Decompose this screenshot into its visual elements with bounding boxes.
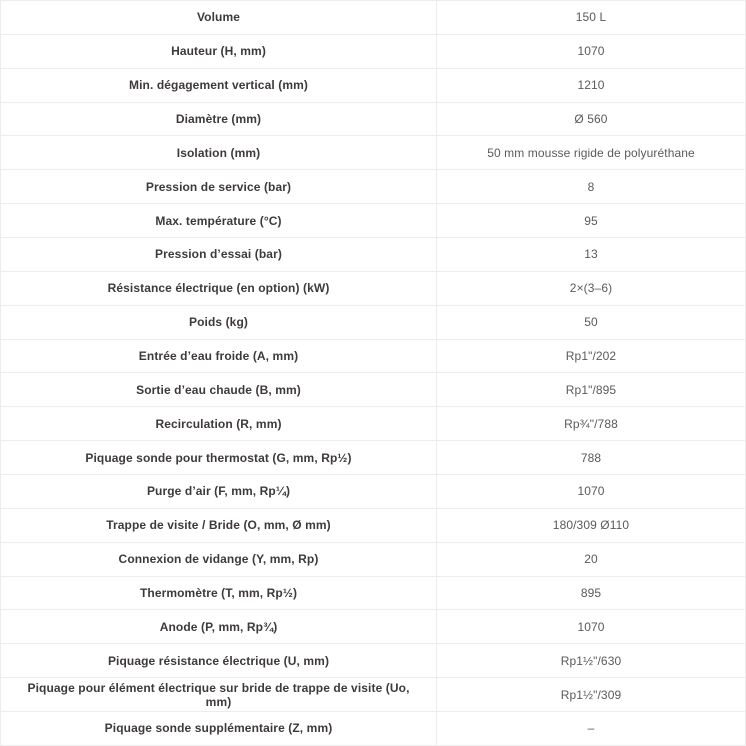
spec-label: Résistance électrique (en option) (kW) (1, 272, 437, 305)
table-row (1, 340, 745, 374)
spec-label: Thermomètre (T, mm, Rp½) (1, 577, 437, 610)
spec-value: 895 (580, 586, 602, 601)
spec-value: Rp1½"/630 (560, 653, 622, 668)
spec-value: Rp1"/202 (565, 349, 617, 364)
spec-value: 788 (580, 450, 602, 465)
spec-value: 1070 (577, 44, 605, 59)
spec-label: Trappe de visite / Bride (O, mm, Ø mm) (1, 509, 437, 542)
spec-label: Piquage sonde supplémentaire (Z, mm) (1, 712, 437, 745)
spec-label: Piquage sonde pour thermostat (G, mm, Rp½) (1, 441, 437, 474)
spec-label: Pression de service (bar) (1, 170, 437, 203)
spec-label: Isolation (mm) (1, 136, 437, 169)
table-row (1, 238, 745, 272)
table-row (1, 577, 745, 611)
table-row (1, 678, 745, 712)
spec-value: 1070 (577, 619, 605, 634)
table-row (1, 69, 745, 103)
spec-value: – (587, 721, 595, 736)
spec-label: Poids (kg) (1, 306, 437, 339)
spec-value: 13 (584, 247, 598, 262)
table-row (1, 509, 745, 543)
table-row (1, 170, 745, 204)
table-row (1, 475, 745, 509)
spec-label: Recirculation (R, mm) (1, 407, 437, 440)
spec-value: 8 (587, 179, 595, 194)
spec-label: Anode (P, mm, Rp¾) (1, 610, 437, 643)
table-row (1, 204, 745, 238)
table-row (1, 306, 745, 340)
spec-value: 180/309 Ø110 (552, 518, 630, 533)
spec-label: Diamètre (mm) (1, 103, 437, 136)
table-row (1, 272, 745, 306)
table-row (1, 712, 745, 745)
spec-label: Volume (1, 1, 437, 34)
spec-value: 50 (584, 315, 598, 330)
table-row (1, 610, 745, 644)
spec-label: Min. dégagement vertical (mm) (1, 69, 437, 102)
table-row (1, 441, 745, 475)
table-row (1, 35, 745, 69)
table-row (1, 543, 745, 577)
spec-value: Rp1"/895 (565, 382, 617, 397)
spec-value: 1210 (577, 78, 605, 93)
table-row (1, 103, 745, 137)
spec-value: Rp1½"/309 (560, 687, 622, 702)
spec-value: 20 (584, 552, 598, 567)
table-row (1, 136, 745, 170)
spec-value: 1070 (577, 484, 605, 499)
spec-value: 2×(3–6) (569, 281, 613, 296)
spec-value: 95 (584, 213, 598, 228)
spec-value: 50 mm mousse rigide de polyuréthane (487, 145, 695, 160)
spec-label: Hauteur (H, mm) (1, 35, 437, 68)
table-row (1, 644, 745, 678)
spec-value: Rp¾"/788 (564, 416, 618, 431)
spec-value: Ø 560 (574, 112, 608, 126)
spec-label: Max. température (°C) (1, 204, 437, 237)
spec-label: Purge d’air (F, mm, Rp¼) (1, 475, 437, 508)
spec-value: 150 L (575, 10, 607, 25)
spec-label: Sortie d’eau chaude (B, mm) (1, 373, 437, 406)
spec-label: Connexion de vidange (Y, mm, Rp) (1, 543, 437, 576)
spec-label: Piquage pour élément électrique sur bride de trappe de visite (Uo, mm) (1, 678, 437, 711)
spec-label: Entrée d’eau froide (A, mm) (1, 340, 437, 373)
spec-label: Pression d’essai (bar) (1, 238, 437, 271)
spec-label: Piquage résistance électrique (U, mm) (1, 644, 437, 677)
table-row (1, 407, 745, 441)
table-row (1, 373, 745, 407)
table-row (1, 1, 745, 35)
